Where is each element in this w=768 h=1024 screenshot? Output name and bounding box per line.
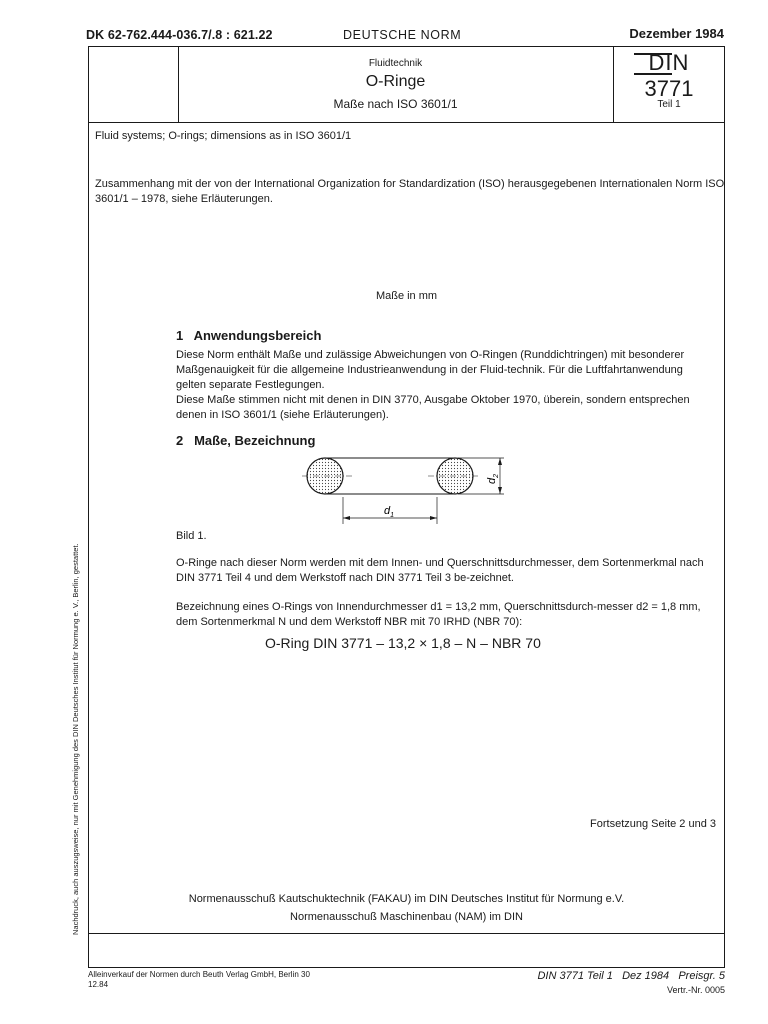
din-logo: DIN [648,50,690,75]
sales-note: Alleinverkauf der Normen durch Beuth Verlag GmbH, Berlin 30 [88,970,310,979]
issue-date: Dezember 1984 [629,26,724,41]
document-subtitle: Maße nach ISO 3601/1 [333,97,458,111]
section-1-heading: 1 Anwendungsbereich [176,328,322,343]
continuation-note: Fortsetzung Seite 2 und 3 [590,818,716,830]
category-label: Fluidtechnik [368,58,423,69]
english-title: Fluid systems; O-rings; dimensions as in ISO 3601/1 [95,130,352,142]
document-title: O-Ringe [365,73,426,90]
section-2-para-1: O-Ringe nach dieser Norm werden mit dem Innen- und Querschnittsdurchmesser, dem Sortenmerkmal nach DIN 3771 Teil 4 und dem Werkstoff nach DIN 3771 Teil 3 be-zeichnet. [176,557,704,584]
header-divider [88,122,725,123]
section-2-heading: 2 Maße, Bezeichnung [176,433,316,448]
iso-context: Zusammenhang mit der von der International Organization for Standardization (ISO) herausgegebenen Internationalen Norm ISO 3601/1 – 1978, siehe Erläuterungen. [95,178,725,205]
figure-caption: Bild 1. [176,530,207,542]
section-2-para-2: Bezeichnung eines O-Rings von Innendurchmesser d1 = 13,2 mm, Querschnittsdurch-messer d2 = 1,8 mm, dem Sortenmerkmal N und dem Werkstoff NBR mit 70 IRHD (NBR 70): [176,601,701,628]
footer-divider [88,933,725,934]
din-part: Teil 1 [657,99,681,110]
section-1-para-2: Diese Maße stimmen nicht mit denen in DIN 3770, Ausgabe Oktober 1970, überein, sondern entsprechen denen in ISO 3601/1 (siehe Erläuterungen). [176,394,690,421]
designation-example: O-Ring DIN 3771 – 13,2 × 1,8 – N – NBR 70 [265,635,541,651]
edition-code: 12.84 [88,980,109,989]
deutsche-norm-label: DEUTSCHE NORM [343,28,462,42]
units-note: Maße in mm [375,290,438,302]
committee-line-2: Normenausschuß Maschinenbau (NAM) im DIN [290,911,523,923]
din-logo-bottom-bar [634,73,672,75]
vertrieb-number: Vertr.-Nr. 0005 [666,985,725,995]
section-1-para-1: Diese Norm enthält Maße und zulässige Abweichungen von O-Ringen (Runddichtringen) mit besonderer Maßgenauigkeit für die allgemeine Industrieanwendung in der Fluid-technik. Für die Luftfahrtanwendung gelten separate Festlegungen. [176,349,685,391]
din-number: 3771 [644,76,694,101]
o-ring-figure [300,452,515,527]
dk-classification: DK 62-762.444-036.7/.8 : 621.22 [86,28,273,42]
document-reference: DIN 3771 Teil 1 Dez 1984 Preisgr. 5 [537,970,725,982]
d2-label: $d_2$ [486,473,500,484]
committee-line-1: Normenausschuß Kautschuktechnik (FAKAU) im DIN Deutsches Institut für Normung e.V. [188,893,625,905]
reprint-notice: Nachdruck, auch auszugsweise, nur mit Genehmigung des DIN Deutsches Institut für Normung e. V., Berlin, gestattet. [71,543,80,935]
d1-label: $d_1$ [384,505,395,519]
